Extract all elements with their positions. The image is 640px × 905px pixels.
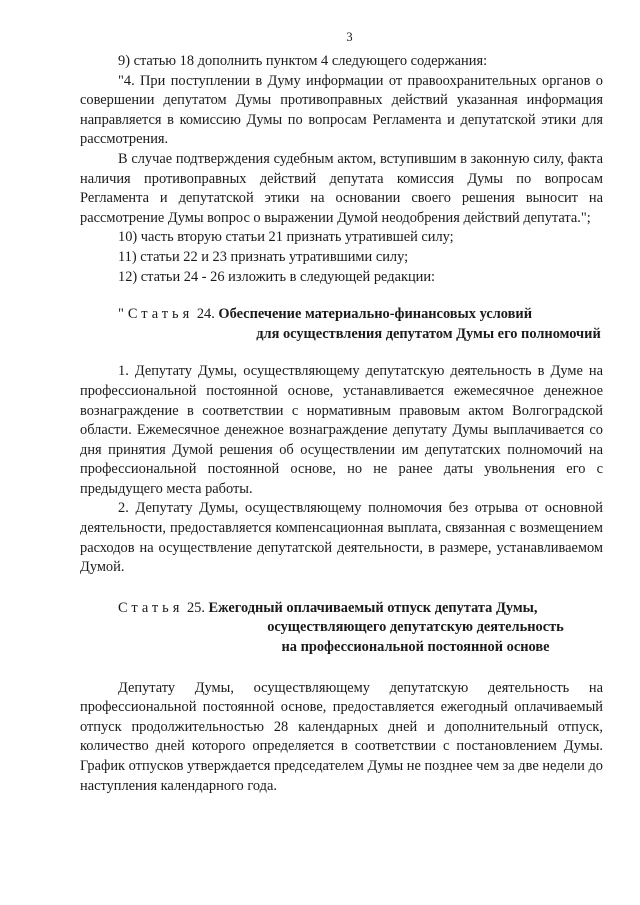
article-24-heading <box>118 305 603 344</box>
article-25-title-line-2: осуществляющего депутатскую деятельность <box>267 619 564 636</box>
point-4-paragraph-1: "4. При поступлении в Думу информации от правоохранительных органов о совершении депутатом Думы противоправных действий указанная информация направляется в комиссию Думы по вопросам Регламента и депутатской этики для рассмотрения. <box>80 72 603 148</box>
article-25-paragraph-1: Депутату Думы, осуществляющему депутатскую деятельность на профессиональной постоянной основе, предоставляется ежегодный оплачиваемый отпуск продолжительностью 28 календарных дней и дополнительный отпуск, количество дней которого определяется в соответствии с постановлением Думы. График отпусков утверждается председателем Думы не позднее чем за две недели до наступления календарного года. <box>80 679 603 794</box>
article-25-heading <box>118 599 603 658</box>
item-11: 11) статьи 22 и 23 признать утратившими силу; <box>118 248 409 265</box>
article-24-prefix: "Статья <box>118 306 194 323</box>
page-number: 3 <box>346 30 353 44</box>
article-25-prefix: Статья <box>118 599 184 616</box>
article-24-title-line-2: для осуществления депутатом Думы его полномочий <box>256 325 601 342</box>
item-10: 10) часть вторую статьи 21 признать утратившей силу; <box>118 229 454 246</box>
item-9: 9) статью 18 дополнить пунктом 4 следующего содержания: <box>118 53 488 69</box>
article-24-title-line-1: Обеспечение материально-финансовых условий <box>218 306 532 323</box>
article-25-number: 25. <box>183 599 209 616</box>
document-page <box>80 30 603 796</box>
article-24-number: 24. <box>193 306 219 323</box>
article-25-title-line-3: на профессиональной постоянной основе <box>281 639 550 656</box>
article-25-title-line-1: Ежегодный оплачиваемый отпуск депутата Думы, <box>208 599 538 616</box>
point-4-paragraph-2: В случае подтверждения судебным актом, вступившим в законную силу, факта наличия противоправных действий депутата комиссия Думы по вопросам Регламента и депутатской этики на основании своего решения выносит на рассмотрение Думы вопрос о выражении Думой неодобрения действий депутата."; <box>80 150 603 226</box>
article-24-paragraph-2: 2. Депутату Думы, осуществляющему полномочия без отрыва от основной деятельности, предоставляется компенсационная выплата, связанная с возмещением расходов на осуществление депутатской деятельности, в размере, устанавливаемом Думой. <box>80 500 603 576</box>
article-24-paragraph-1: 1. Депутату Думы, осуществляющему депутатскую деятельность в Думе на профессиональной постоянной основе, устанавливается ежемесячное денежное вознаграждение в соответствии с нормативным правовым актом Волгоградской области. Ежемесячное денежное вознаграждение депутату Думы выплачивается со дня принятия Думой решения об осуществлении им депутатских полномочий на профессиональной постоянной основе, но не ранее даты увольнения его с предыдущего места работы. <box>80 363 603 497</box>
item-12: 12) статьи 24 - 26 изложить в следующей редакции: <box>118 268 436 285</box>
